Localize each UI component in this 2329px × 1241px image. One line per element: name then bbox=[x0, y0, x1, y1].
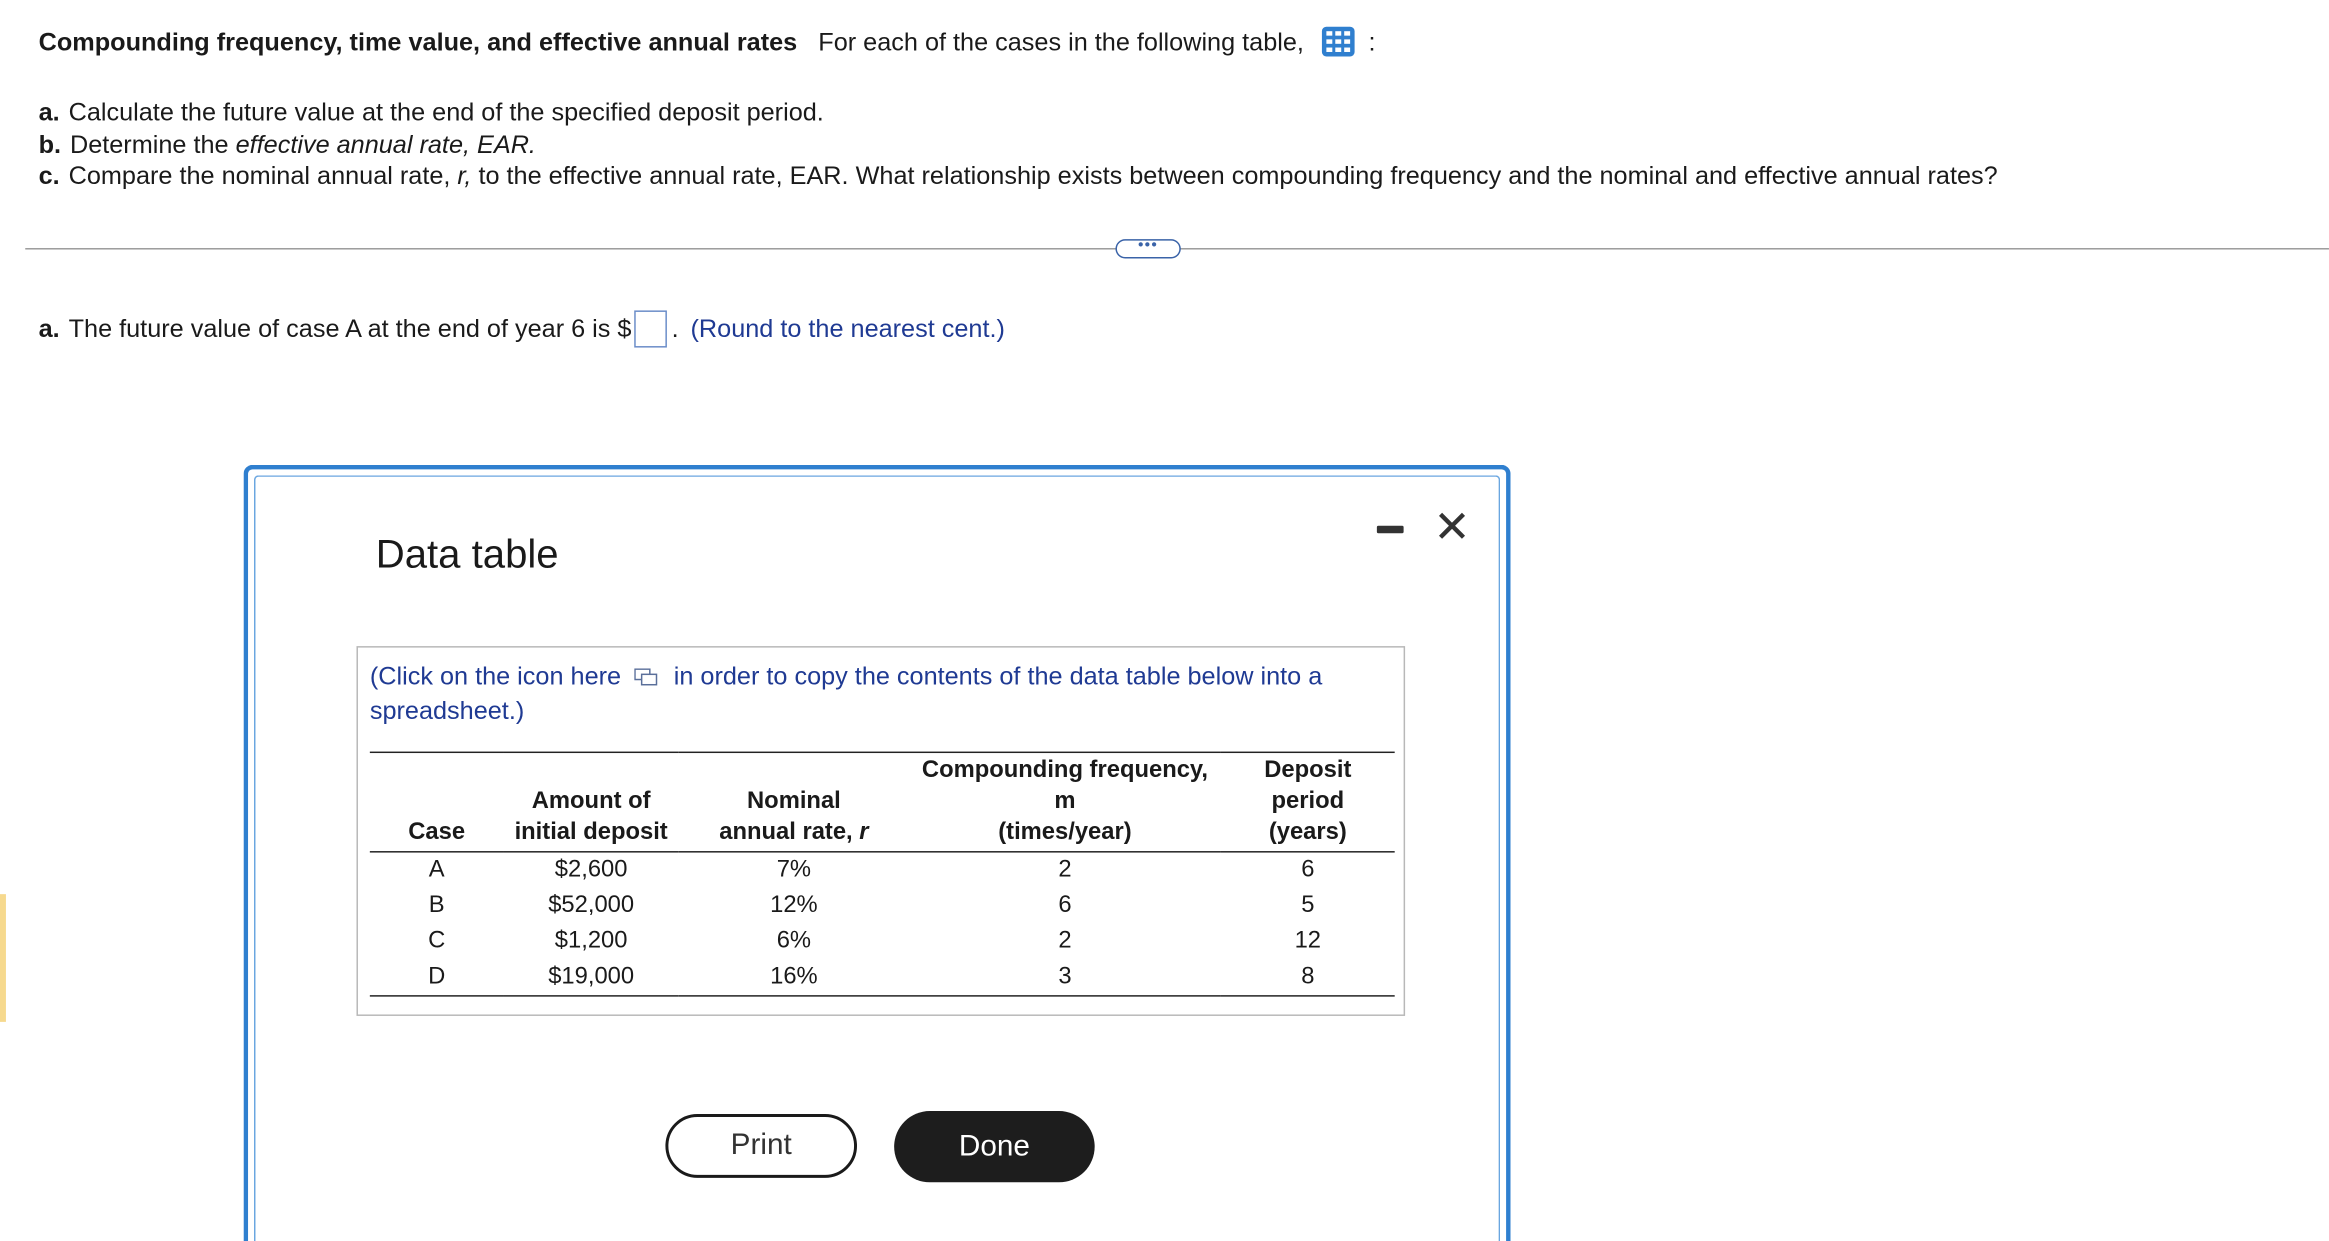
header-compounding-frequency: Compounding frequency, m (times/year) bbox=[909, 752, 1221, 852]
question-part-c bbox=[39, 160, 1998, 192]
copy-to-spreadsheet-icon[interactable] bbox=[634, 668, 658, 686]
header-nominal-rate: Nominal annual rate, r bbox=[679, 752, 909, 852]
cell-rate: 12% bbox=[770, 892, 818, 918]
part-text: Compare the nominal annual rate, bbox=[68, 161, 458, 191]
deposit-cases-table bbox=[370, 752, 1395, 997]
table-row bbox=[370, 924, 1395, 960]
part-emphasis: effective annual rate, EAR. bbox=[235, 129, 536, 159]
data-table-grid-icon[interactable] bbox=[1320, 25, 1356, 58]
cell-case: A bbox=[428, 857, 445, 883]
minimize-icon[interactable] bbox=[1377, 526, 1404, 533]
print-button[interactable]: Print bbox=[665, 1114, 857, 1178]
question-title-bold: Compounding frequency, time value, and effective annual rates bbox=[38, 28, 798, 57]
part-emphasis: r, bbox=[457, 161, 472, 191]
answer-period: . bbox=[671, 314, 679, 344]
future-value-input[interactable] bbox=[634, 310, 667, 347]
header-case: Case bbox=[370, 752, 504, 852]
part-label: a. bbox=[38, 98, 60, 127]
cell-amount: $1,200 bbox=[554, 928, 628, 954]
cell-case: C bbox=[428, 928, 446, 954]
answer-label: a. bbox=[38, 314, 60, 344]
rounding-hint: (Round to the nearest cent.) bbox=[690, 314, 1005, 344]
expand-more-button[interactable]: ••• bbox=[1115, 239, 1180, 258]
cell-amount: $19,000 bbox=[504, 960, 679, 996]
done-button[interactable]: Done bbox=[894, 1111, 1095, 1182]
question-title bbox=[39, 25, 1376, 58]
cell-frequency: 2 bbox=[1058, 928, 1072, 954]
part-text: Calculate the future value at the end of the specified deposit period. bbox=[68, 98, 824, 127]
cell-frequency: 2 bbox=[1058, 857, 1072, 883]
question-part-b bbox=[39, 128, 1998, 160]
table-row bbox=[370, 960, 1395, 996]
copy-instruction bbox=[370, 659, 1365, 727]
cell-frequency: 6 bbox=[1058, 892, 1072, 918]
cell-period: 8 bbox=[1221, 960, 1395, 996]
header-amount: Amount of initial deposit bbox=[504, 752, 679, 852]
answer-line bbox=[39, 310, 1005, 347]
question-parts bbox=[39, 97, 1998, 193]
cell-rate: 6% bbox=[776, 928, 812, 954]
close-icon[interactable]: ✕ bbox=[1433, 503, 1471, 553]
dialog-title: Data table bbox=[375, 531, 559, 577]
part-text-rest: to the effective annual rate, EAR. What relationship exists between compounding frequency and the nominal and effective annual rates? bbox=[471, 161, 1998, 191]
cell-period: 12 bbox=[1294, 928, 1322, 954]
header-deposit-period: Deposit period (years) bbox=[1221, 752, 1395, 852]
question-title-rest: For each of the cases in the following table, bbox=[818, 28, 1304, 57]
cell-frequency: 3 bbox=[909, 960, 1221, 996]
cell-amount: $2,600 bbox=[554, 857, 628, 883]
cell-period: 6 bbox=[1301, 857, 1315, 883]
cell-rate: 7% bbox=[776, 857, 812, 883]
copy-note-start: (Click on the icon here bbox=[369, 662, 622, 691]
copy-note-end: in order to copy the contents of the data table below into a spreadsheet.) bbox=[369, 662, 1323, 725]
cell-period: 5 bbox=[1301, 892, 1315, 918]
table-row bbox=[370, 852, 1395, 888]
title-colon: : bbox=[1368, 28, 1376, 57]
answer-text: The future value of case A at the end of year 6 is $ bbox=[68, 314, 632, 344]
cell-case: D bbox=[370, 960, 504, 996]
part-label: c. bbox=[38, 161, 60, 191]
part-text: Determine the bbox=[69, 129, 236, 159]
data-table-panel bbox=[356, 646, 1405, 1016]
cell-amount: $52,000 bbox=[548, 892, 635, 918]
cell-rate: 16% bbox=[679, 960, 909, 996]
part-label: b. bbox=[38, 129, 62, 159]
table-row bbox=[370, 888, 1395, 924]
cell-case: B bbox=[428, 892, 445, 918]
left-edge-marker bbox=[0, 894, 6, 1022]
question-part-a bbox=[39, 97, 1998, 129]
table-header-row bbox=[370, 752, 1395, 852]
data-table-dialog bbox=[244, 465, 1511, 1241]
